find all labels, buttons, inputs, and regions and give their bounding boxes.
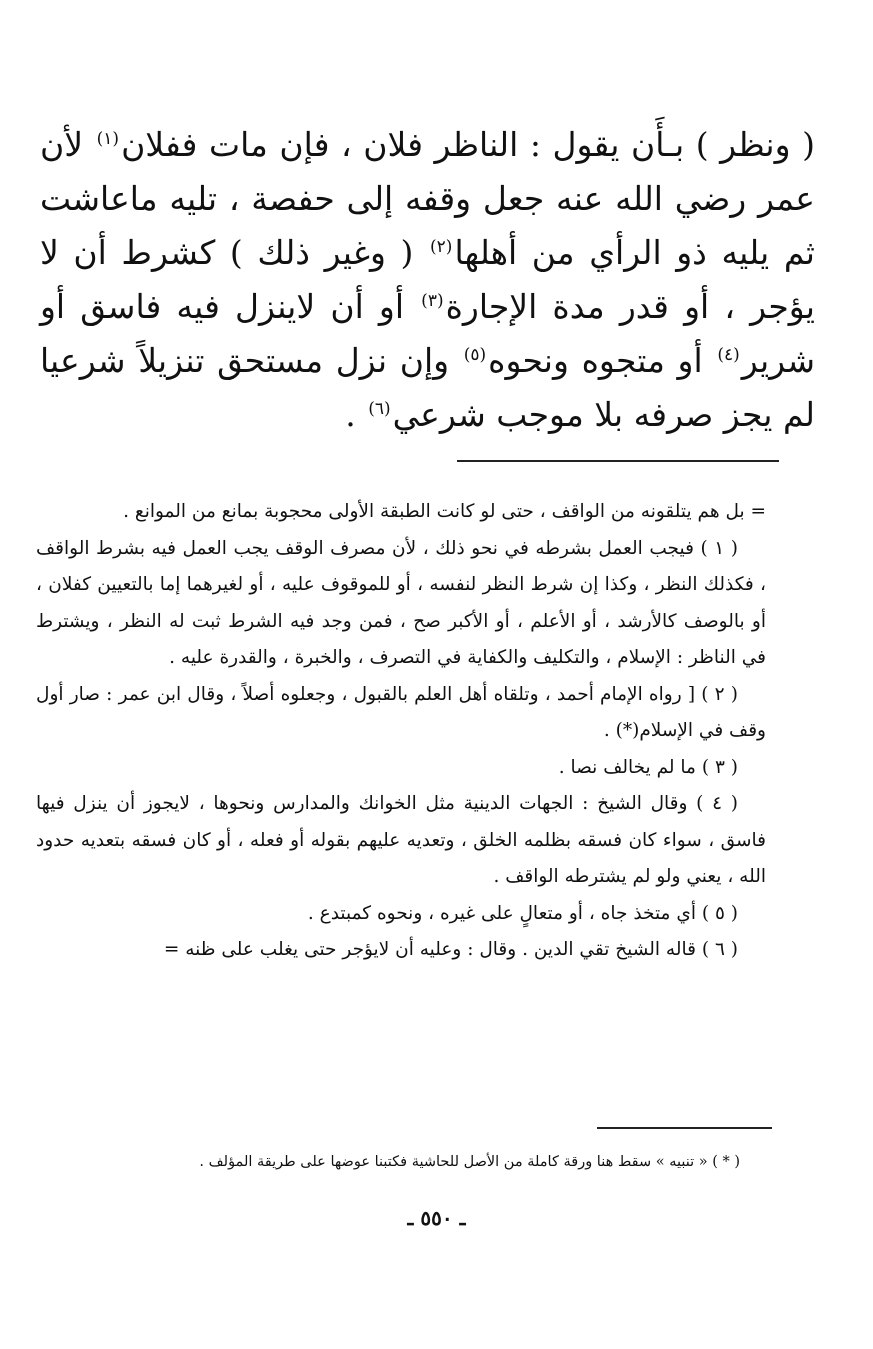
footnote-5: ( ٥ ) أي متخذ جاه ، أو متعالٍ على غيره ، ونحوه كمبتدع . xyxy=(307,902,738,924)
footnotes xyxy=(36,494,766,969)
footnote-3: ( ٣ ) ما لم يخالف نصا . xyxy=(558,756,738,778)
page-number: ـ ٥٥٠ ـ xyxy=(407,1206,466,1230)
footnote-separator xyxy=(457,460,779,462)
main-text-segment: أو أن لاينزل فيه فاسق أو شرير xyxy=(40,287,816,380)
footnote-2: ( ٢ ) [ رواه الإمام أحمد ، وتلقاه أهل العلم بالقبول ، وجعلوه أصلاً ، وقال ابن عمر : صار أول وقف في الإسلام(*) . xyxy=(36,683,766,741)
main-text-segment: ( وغير ذلك ) كشرط أن لا يؤجر ، أو قدر مدة الإجارة xyxy=(40,233,815,326)
main-paragraph xyxy=(40,118,815,442)
footnote-marker: (٥) xyxy=(463,345,487,365)
footnote-marker: (٣) xyxy=(421,291,444,311)
main-text-segment: وإن نزل مستحق تنزيلاً شرعيا لم يجز صرفه بلا موجب شرعي xyxy=(40,341,815,434)
footnote-continuation: = بل هم يتلقونه من الواقف ، حتى لو كانت الطبقة الأولى محجوبة بمانع من الموانع . xyxy=(123,501,766,522)
main-text-segment: أو متجوه ونحوه xyxy=(488,341,716,380)
editor-note: ( * ) « تنبيه » سقط هنا ورقة كاملة من الأصل للحاشية فكتبنا عوضها على طريقة المؤلف . xyxy=(199,1154,740,1170)
editor-note-separator xyxy=(597,1127,772,1129)
footnote-marker: (٤) xyxy=(717,345,740,365)
footnote-4: ( ٤ ) وقال الشيخ : الجهات الدينية مثل الخوانك والمدارس ونحوها ، لايجوز أن ينزل فيها فاسق ، سواء كان فسقه بظلمه الخلق ، وتعديه عليهم بقوله أو فعله ، أو كان فسقه بتعديه حدود الله ، يعني ولو لم يشترطه الواقف . xyxy=(36,793,766,887)
main-text xyxy=(40,118,815,442)
footnote-6: ( ٦ ) قاله الشيخ تقي الدين . وقال : وعليه أن لايؤجر حتى يغلب على ظنه = xyxy=(163,939,738,960)
footnote-marker: (٦) xyxy=(368,399,391,419)
footnote-marker: (٢) xyxy=(430,237,453,257)
main-text-segment: لأن عمر رضي الله عنه جعل وقفه إلى حفصة ، تليه ماعاشت ثم يليه ذو الرأي من أهلها xyxy=(40,125,815,272)
main-text-segment: . xyxy=(345,395,367,434)
footnote-marker: (١) xyxy=(96,129,120,149)
main-text-segment: ( ونظر ) بـأَن يقول : الناظر فلان ، فإن مات ففلان xyxy=(121,125,816,164)
footnote-1: ( ١ ) فيجب العمل بشرطه في نحو ذلك ، لأن مصرف الوقف يجب العمل فيه بشرط الواقف ، فكذلك النظر ، وكذا إن شرط النظر لنفسه ، أو للموقوف عليه ، أو لغيرهما إما بالتعيين كفلان ، أو بالوصف كالأرشد ، أو الأعلم ، أو الأكبر صح ، فمن وجد فيه الشرط ثبت له النظر ، ويشترط في الناظر : الإسلام ، والتكليف والكفاية في التصرف ، والخبرة ، والقدرة عليه . xyxy=(36,537,766,668)
